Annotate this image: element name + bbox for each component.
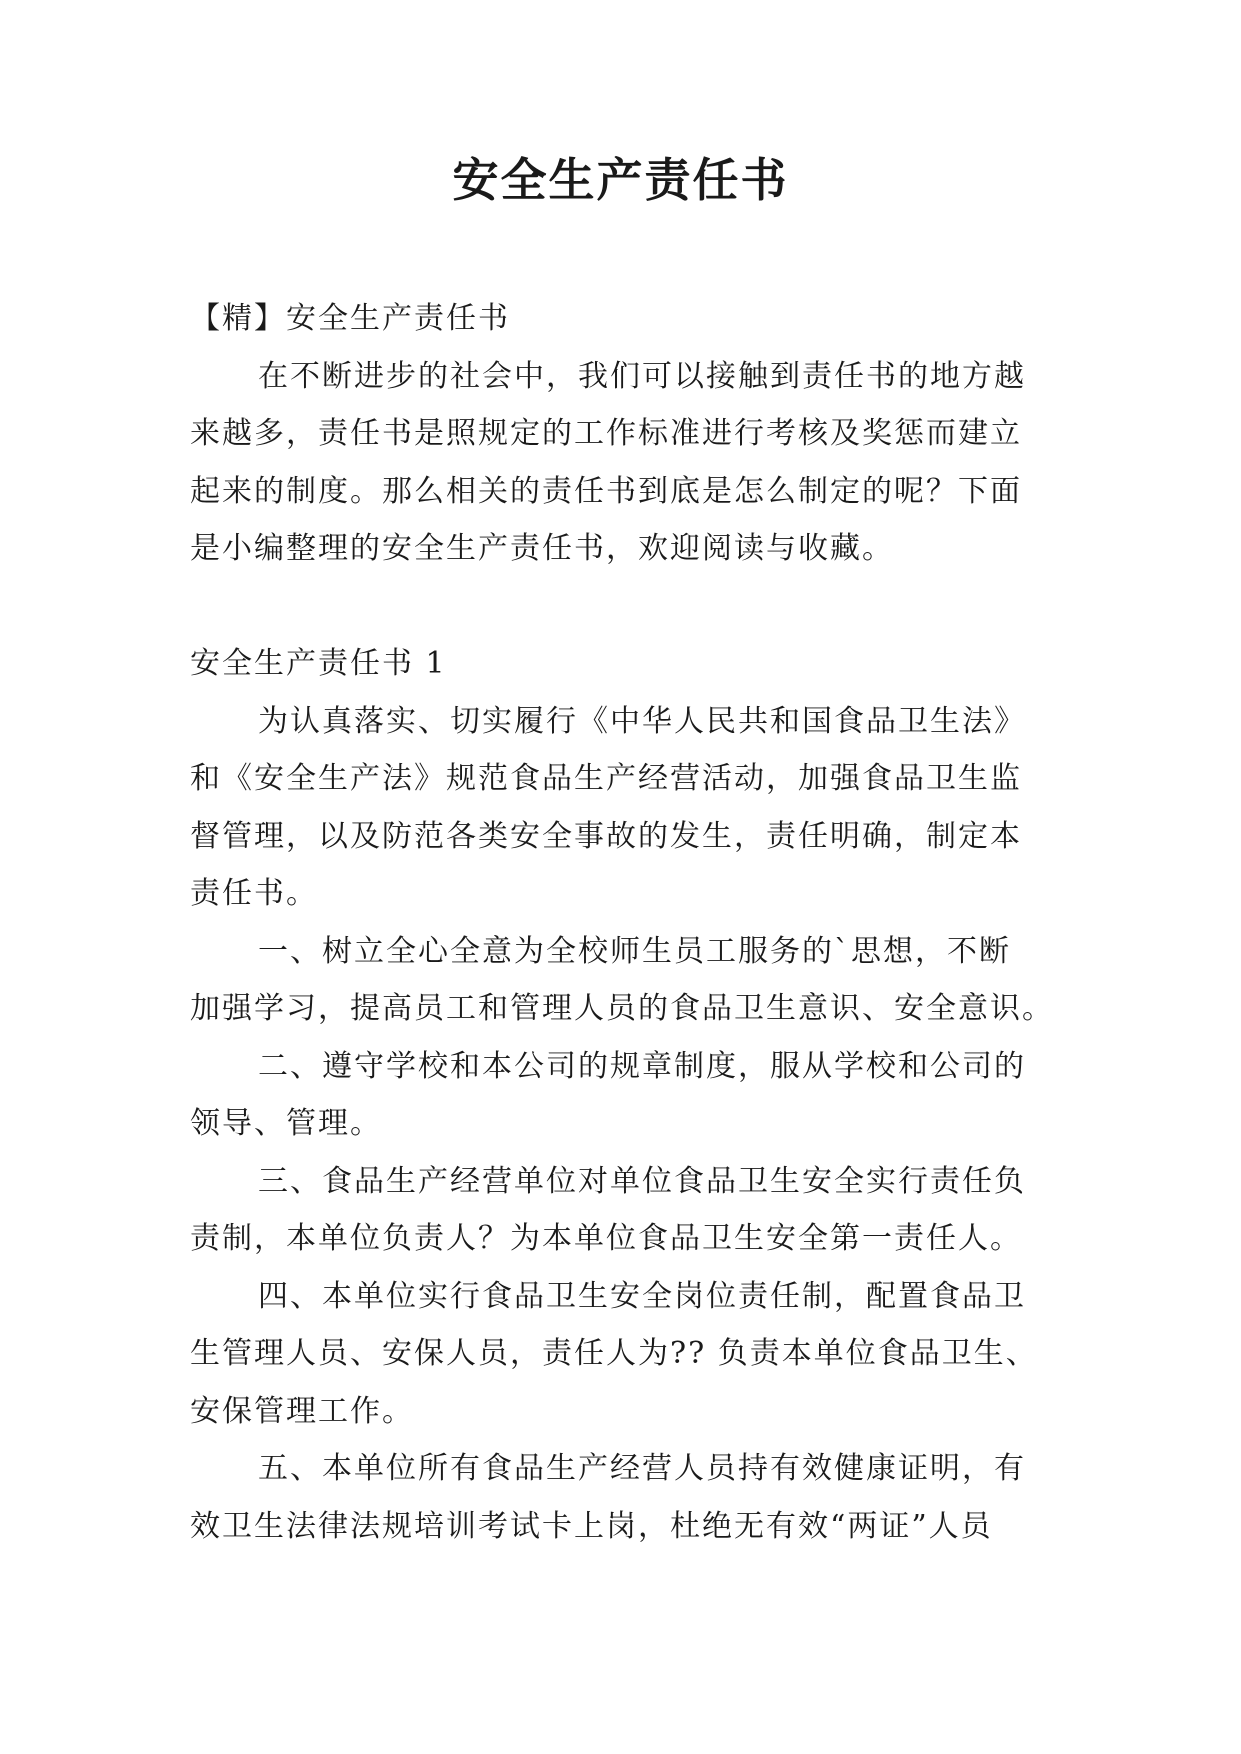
subtitle-line: 【精】安全生产责任书 — [190, 301, 510, 336]
clause-line: 安保管理工作。 — [190, 1393, 414, 1429]
section-line: 责任书。 — [190, 876, 318, 911]
clause-line: 领导、管理。 — [190, 1106, 382, 1141]
section-line: 和《安全生产法》规范食品生产经营活动，加强食品卫生监 — [190, 761, 1022, 796]
clause-line: 二、遵守学校和本公司的规章制度，服从学校和公司的 — [258, 1048, 1026, 1084]
clause-line: 加强学习，提高员工和管理人员的食品卫生意识、安全意识。 — [190, 991, 1054, 1026]
clause-line: 四、本单位实行食品卫生安全岗位责任制，配置食品卫 — [258, 1278, 1026, 1314]
clause-line: 生管理人员、安保人员，责任人为?? 负责本单位食品卫生、 — [190, 1336, 1038, 1371]
intro-line: 是小编整理的安全生产责任书，欢迎阅读与收藏。 — [190, 531, 894, 566]
intro-line: 来越多，责任书是照规定的工作标准进行考核及奖惩而建立 — [190, 416, 1022, 451]
paragraph-gap — [190, 578, 1070, 636]
clause-line: 三、食品生产经营单位对单位食品卫生安全实行责任负 — [258, 1163, 1026, 1199]
clause-line: 五、本单位所有食品生产经营人员持有效健康证明，有 — [258, 1451, 1026, 1486]
clause-line: 效卫生法律法规培训考试卡上岗，杜绝无有效“两证”人员 — [190, 1508, 993, 1544]
document-title: 安全生产责任书 — [452, 153, 789, 207]
section-heading: 安全生产责任书 1 — [190, 646, 447, 681]
clause-line: 一、树立全心全意为全校师生员工服务的`思想，不断 — [258, 933, 1011, 969]
clause-line: 责制，本单位负责人？为本单位食品卫生安全第一责任人。 — [190, 1221, 1022, 1256]
intro-line: 在不断进步的社会中，我们可以接触到责任书的地方越 — [258, 358, 1026, 394]
section-line: 为认真落实、切实履行《中华人民共和国食品卫生法》 — [258, 703, 1026, 739]
intro-line: 起来的制度。那么相关的责任书到底是怎么制定的呢？下面 — [190, 473, 1022, 509]
document-body — [190, 290, 1070, 1555]
section-line: 督管理，以及防范各类安全事故的发生，责任明确，制定本 — [190, 818, 1022, 854]
